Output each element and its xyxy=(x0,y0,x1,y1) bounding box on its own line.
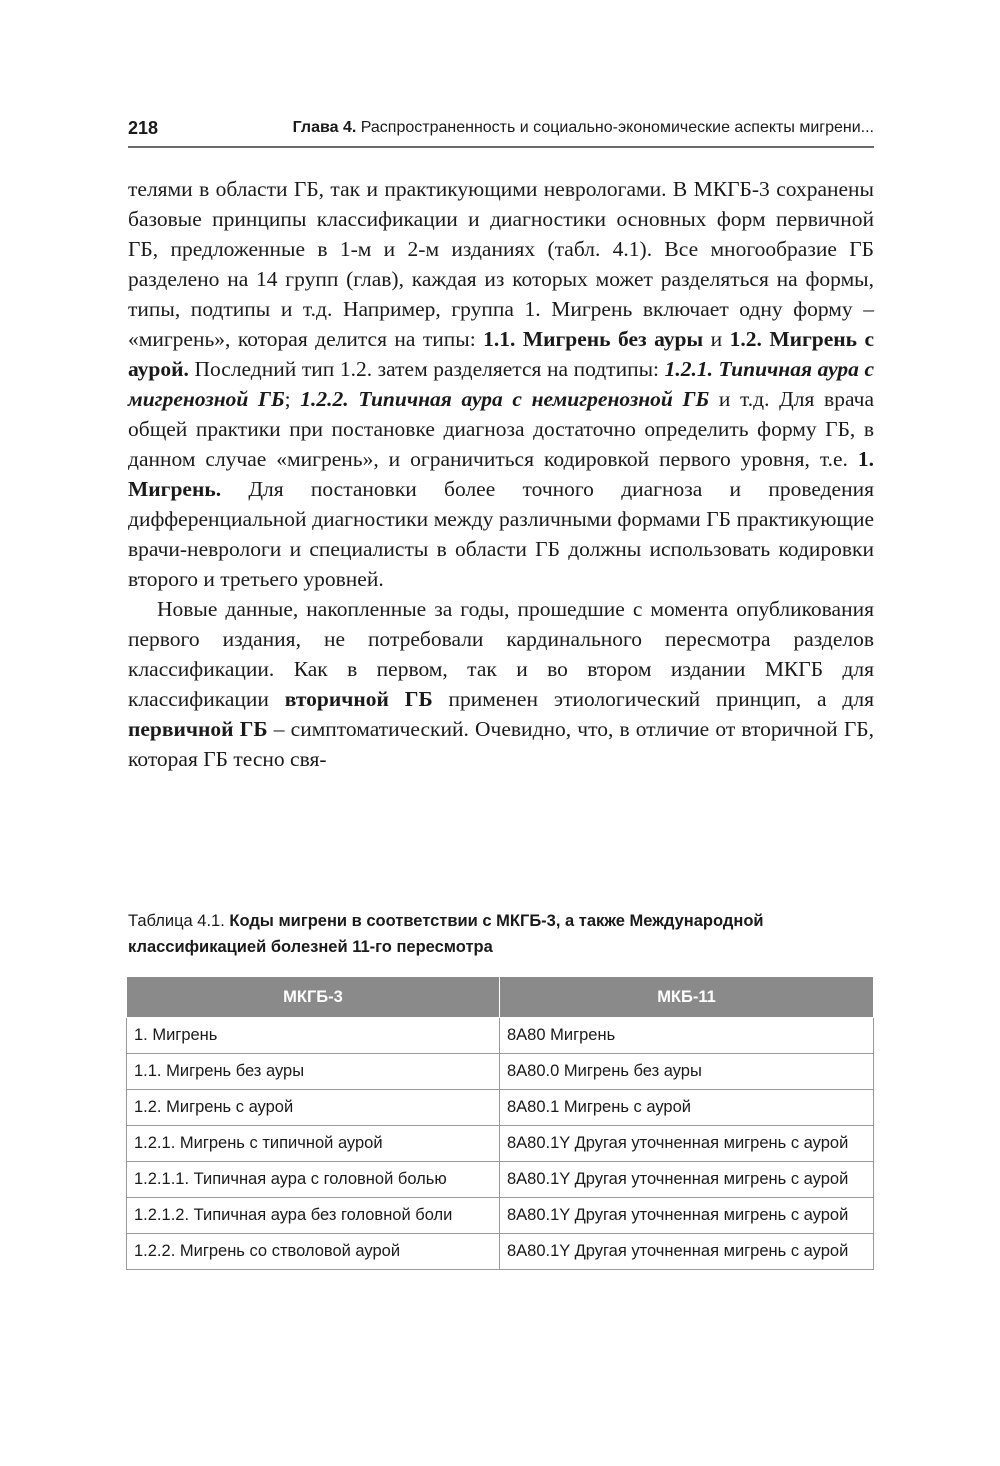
table-row xyxy=(127,1018,874,1054)
table-cell: 1.2.1.2. Типичная аура без головной боли xyxy=(127,1198,500,1234)
bold-italic-term: 1.2.2. Типичная аура с немигренозной ГБ xyxy=(300,387,710,411)
text-span: Для постановки более точного диагноза и проведения дифференциальной диагностики между различными формами ГБ практикующие врачи-неврологи и специалисты в области ГБ должны использовать кодировки второго и третьего уровней. xyxy=(128,477,874,591)
table-cell: 8A80.1Y Другая уточненная мигрень с аурой xyxy=(500,1126,874,1162)
page-number: 218 xyxy=(128,118,159,138)
table-row xyxy=(127,1126,874,1162)
caption-title: Коды мигрени в соответствии с МКГБ-3, а также Международной классификацией болезней 11-го пересмотра xyxy=(128,912,764,956)
body-text xyxy=(128,174,874,774)
table-cell: 8A80.1 Мигрень с аурой xyxy=(500,1090,874,1126)
text-span: и xyxy=(703,327,730,351)
table-cell: 8A80.0 Мигрень без ауры xyxy=(500,1054,874,1090)
bold-italic-term: 1.2.1. Типичная аура с мигренозной ГБ xyxy=(128,357,874,411)
table-cell: 1.2.1. Мигрень с типичной аурой xyxy=(127,1126,500,1162)
table-cell: 1. Мигрень xyxy=(127,1018,500,1054)
column-header-mkgb3: МКГБ-3 xyxy=(127,977,500,1018)
chapter-label: Глава 4. xyxy=(292,119,357,136)
caption-label: Таблица 4.1. xyxy=(128,912,230,930)
table-row xyxy=(127,1090,874,1126)
bold-term: 1.2. Мигрень с аурой. xyxy=(128,327,874,381)
bold-term: вторичной ГБ xyxy=(284,687,433,711)
table-cell: 8A80.1Y Другая уточненная мигрень с аурой xyxy=(500,1234,874,1270)
table-row xyxy=(127,1198,874,1234)
bold-term: 1. Мигрень. xyxy=(128,447,874,501)
table-cell: 1.2. Мигрень с аурой xyxy=(127,1090,500,1126)
bold-term: первичной ГБ xyxy=(128,717,268,741)
table-row xyxy=(127,1162,874,1198)
text-span: Новые данные, накопленные за годы, прошедшие с момента опубликования первого издания, не потребовали кардинального пересмотра разделов классификации. Как в первом, так и во втором издании МКГБ для классификации xyxy=(128,597,874,711)
running-header xyxy=(128,116,874,148)
table-row xyxy=(127,1054,874,1090)
table-row xyxy=(127,1234,874,1270)
table-cell: 8A80.1Y Другая уточненная мигрень с аурой xyxy=(500,1198,874,1234)
text-span: ; xyxy=(284,387,301,411)
paragraph-1 xyxy=(128,174,874,594)
codes-table xyxy=(126,976,874,1270)
text-span: Последний тип 1.2. затем разделяется на подтипы: xyxy=(188,357,665,381)
table-header-row xyxy=(127,977,874,1018)
table-cell: 8A80 Мигрень xyxy=(500,1018,874,1054)
column-header-mkb11: МКБ-11 xyxy=(500,977,874,1018)
text-span: и т.д. Для врача общей практики при постановке диагноза достаточно определить форму ГБ, в данном случае «мигрень», и ограничиться кодировкой первого уровня, т.е. xyxy=(128,387,874,471)
text-span: – симптоматический. Очевидно, что, в отличие от вторичной ГБ, которая ГБ тесно свя- xyxy=(128,717,874,771)
text-span: телями в области ГБ, так и практикующими неврологами. В МКГБ-3 сохранены базовые принципы классификации и диагностики основных форм первичной ГБ, предложенные в 1-м и 2-м изданиях (табл. 4.1). Все многообразие ГБ разделено на 14 групп (глав), каждая из которых может разделяться на формы, типы, подтипы и т.д. Например, группа 1. Мигрень включает одну форму – «мигрень», которая делится на типы: xyxy=(128,177,874,351)
chapter-title: Распространенность и социально-экономические аспекты мигрени... xyxy=(356,119,874,136)
table-cell: 8A80.1Y Другая уточненная мигрень с аурой xyxy=(500,1162,874,1198)
table-cell: 1.2.2. Мигрень со стволовой аурой xyxy=(127,1234,500,1270)
paragraph-2 xyxy=(128,594,874,774)
running-title xyxy=(293,119,874,137)
table-cell: 1.2.1.1. Типичная аура с головной болью xyxy=(127,1162,500,1198)
table-caption xyxy=(128,908,874,960)
table-cell: 1.1. Мигрень без ауры xyxy=(127,1054,500,1090)
bold-term: 1.1. Мигрень без ауры xyxy=(483,327,704,351)
text-span: применен этиологический принцип, а для xyxy=(432,687,874,711)
